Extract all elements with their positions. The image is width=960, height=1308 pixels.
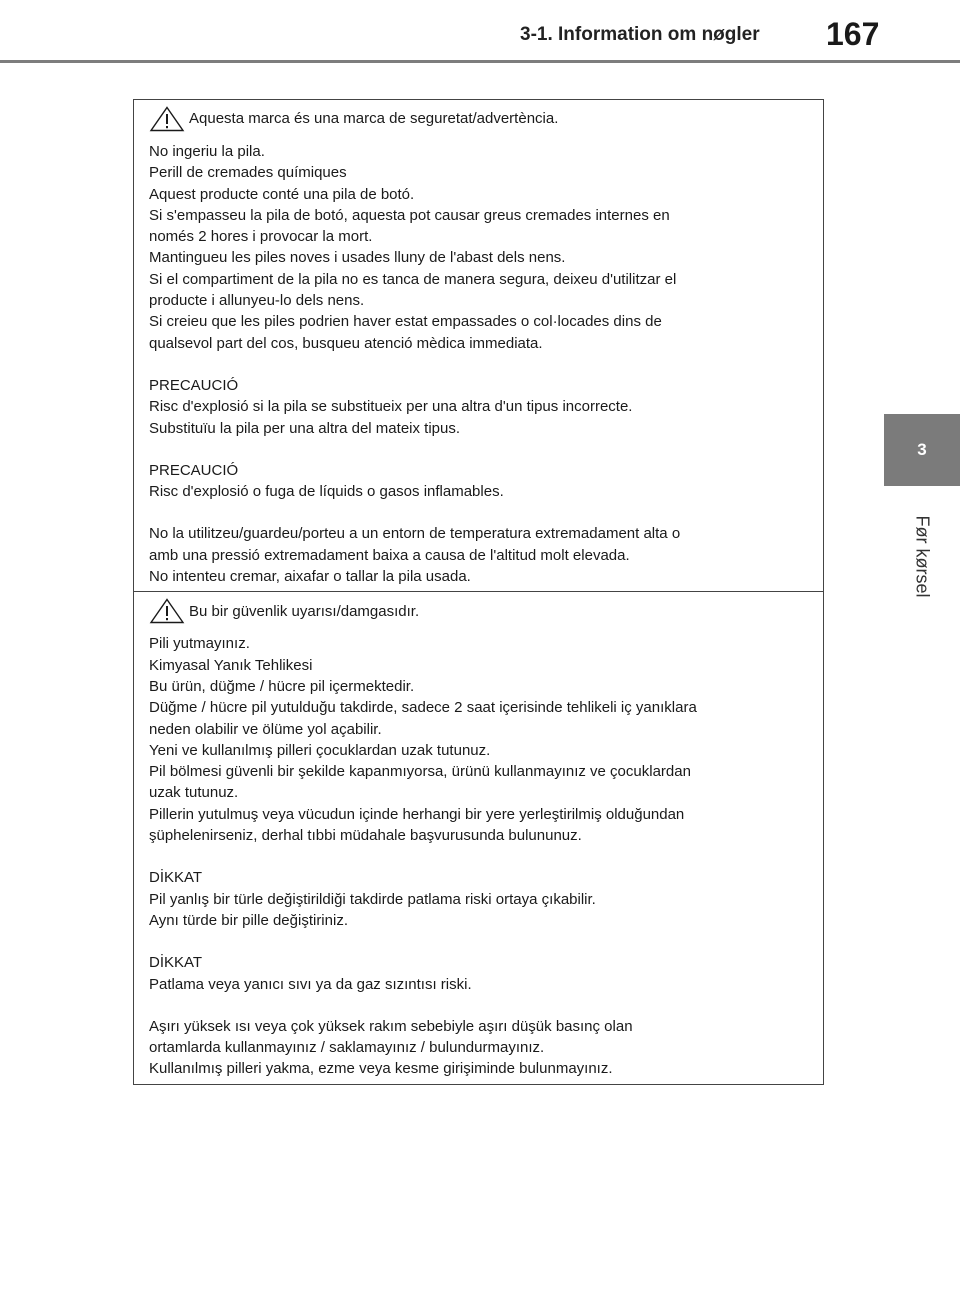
warning-text-line: Bu ürün, düğme / hücre pil içermektedir. xyxy=(149,677,415,695)
warning-text-line: No ingeriu la pila. xyxy=(149,143,265,160)
warning-paragraph xyxy=(149,523,809,587)
warning-paragraph xyxy=(149,141,809,354)
warning-text-line: Si creieu que les piles podrien haver estat empassades o col·locades dins de xyxy=(149,313,662,331)
warning-text-line: Aquest producte conté una pila de botó. xyxy=(149,185,415,203)
chapter-tab xyxy=(884,414,960,486)
warning-heading-text: Bu bir güvenlik uyarısı/damgasıdır. xyxy=(189,602,420,620)
warning-text-line: Perill de cremades químiques xyxy=(149,164,347,182)
warning-heading-text: Aquesta marca és una marca de seguretat/advertència. xyxy=(189,110,559,128)
warning-text-line: qualsevol part del cos, busqueu atenció mèdica immediata. xyxy=(149,334,543,352)
warning-text-line: amb una pressió extremadament baixa a causa de l'altitud molt elevada. xyxy=(149,546,630,564)
chapter-number: 3 xyxy=(917,440,927,459)
warning-text-line: PRECAUCIÓ xyxy=(149,461,239,479)
warning-paragraph xyxy=(149,952,809,995)
warning-text-line: Kimyasal Yanık Tehlikesi xyxy=(149,656,313,674)
warning-paragraph xyxy=(149,1016,809,1080)
chapter-label: Før kørsel xyxy=(912,515,933,597)
chapter-label-container xyxy=(884,486,960,626)
warning-text-line: PRECAUCIÓ xyxy=(149,376,239,394)
warning-text-line: uzak tutunuz. xyxy=(149,784,239,802)
warning-text-line: neden olabilir ve ölüme yol açabilir. xyxy=(149,720,382,738)
warning-paragraph xyxy=(149,633,809,846)
warning-container xyxy=(133,99,824,1085)
warning-text-line: Risc d'explosió si la pila se substitueix per una altra d'un tipus incorrecte. xyxy=(149,398,633,416)
warning-triangle-icon xyxy=(149,598,185,624)
warning-text-line: Kullanılmış pilleri yakma, ezme veya kesme girişiminde bulunmayınız. xyxy=(149,1060,613,1078)
warning-text-line: ortamlarda kullanmayınız / saklamayınız / bulundurmayınız. xyxy=(149,1039,545,1057)
warning-heading xyxy=(149,106,809,132)
section-title: 3-1. Information om nøgler xyxy=(520,24,760,45)
warning-text-line: Aynı türde bir pille değiştiriniz. xyxy=(149,911,348,929)
warning-text-line: DİKKAT xyxy=(149,869,203,887)
warning-text-line: DİKKAT xyxy=(149,954,203,972)
warning-text-line: Pillerin yutulmuş veya vücudun içinde herhangi bir yere yerleştirilmiş olduğundan xyxy=(149,805,685,823)
warning-text-line: només 2 hores i provocar la mort. xyxy=(149,228,373,246)
warning-text-line: Pil bölmesi güvenli bir şekilde kapanmıyorsa, ürünü kullanmayınız ve çocuklardan xyxy=(149,763,691,781)
warning-text-line: producte i allunyeu-lo dels nens. xyxy=(149,292,365,310)
warning-heading xyxy=(149,598,809,624)
warning-text-line: Aşırı yüksek ısı veya çok yüksek rakım sebebiyle aşırı düşük basınç olan xyxy=(149,1017,633,1035)
warning-text-line: Pili yutmayınız. xyxy=(149,635,250,653)
warning-text-line: Risc d'explosió o fuga de líquids o gasos inflamables. xyxy=(149,483,504,501)
warning-paragraph xyxy=(149,867,809,931)
warning-text-line: şüphelenirseniz, derhal tıbbi müdahale başvurusunda bulununuz. xyxy=(149,827,582,845)
page-number: 167 xyxy=(826,16,880,52)
warning-text-line: Si el compartiment de la pila no es tanca de manera segura, deixeu d'utilitzar el xyxy=(149,270,677,288)
warning-box xyxy=(134,591,823,1083)
warning-triangle-icon xyxy=(149,106,185,132)
warning-text-line: Substituïu la pila per una altra del mateix tipus. xyxy=(149,419,461,437)
warning-text-line: Pil yanlış bir türle değiştirildiği takdirde patlama riski ortaya çıkabilir. xyxy=(149,890,596,908)
warning-box xyxy=(134,100,823,591)
warning-text-line: Si s'empasseu la pila de botó, aquesta pot causar greus cremades internes en xyxy=(149,206,670,224)
warning-text-line: No intenteu cremar, aixafar o tallar la pila usada. xyxy=(149,568,471,586)
warning-text-line: Mantingueu les piles noves i usades lluny de l'abast dels nens. xyxy=(149,249,566,267)
warning-text-line: Yeni ve kullanılmış pilleri çocuklardan uzak tutunuz. xyxy=(149,741,491,759)
warning-paragraph xyxy=(149,460,809,503)
warning-text-line: Düğme / hücre pil yutulduğu takdirde, sadece 2 saat içerisinde tehlikeli iç yanıklara xyxy=(149,699,697,717)
warning-text-line: No la utilitzeu/guardeu/porteu a un entorn de temperatura extremadament alta o xyxy=(149,525,681,543)
warning-text-line: Patlama veya yanıcı sıvı ya da gaz sızıntısı riski. xyxy=(149,975,472,993)
header-rule xyxy=(0,60,960,63)
warning-paragraph xyxy=(149,375,809,439)
